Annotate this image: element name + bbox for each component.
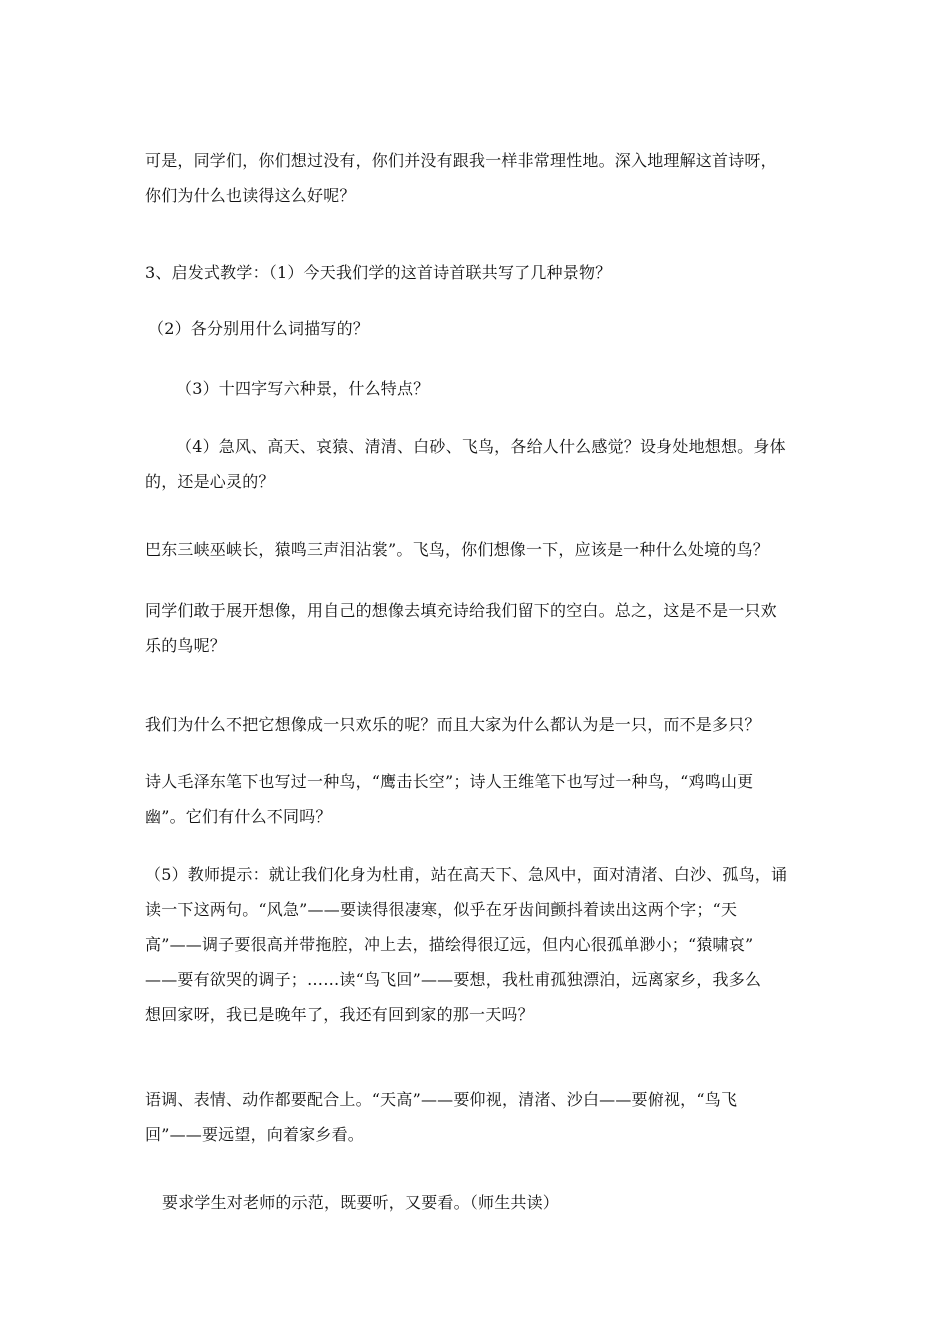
paragraph-line: （5）教师提示：就让我们化身为杜甫，站在高天下、急风中，面对清渚、白沙、孤鸟，诵 [145, 865, 788, 884]
paragraph-8 [145, 707, 815, 742]
paragraph-line: ——要有欲哭的调子；……读“鸟飞回”——要想，我杜甫孤独漂泊，远离家乡，我多么 [145, 970, 762, 989]
paragraph-4 [176, 371, 846, 406]
paragraph-line: 3、启发式教学：（1）今天我们学的这首诗首联共写了几种景物？ [145, 263, 612, 282]
paragraph-line: 语调、表情、动作都要配合上。“天高”——要仰视，清渚、沙白——要俯视，“鸟飞 [145, 1090, 738, 1109]
paragraph-line: 的，还是心灵的？ [145, 472, 275, 491]
paragraph-line: 我们为什么不把它想像成一只欢乐的呢？而且大家为什么都认为是一只，而不是多只？ [145, 715, 761, 734]
paragraph-line: （2）各分别用什么词描写的？ [148, 319, 369, 338]
paragraph-6 [145, 532, 815, 567]
paragraph-2 [145, 255, 815, 290]
paragraph-3 [148, 311, 818, 346]
paragraph-7 [145, 593, 815, 663]
paragraph-line: （4）急风、高天、哀猿、清清、白砂、飞鸟，各给人什么感觉？设身处地想想。身体 [176, 437, 786, 456]
paragraph-line: 乐的鸟呢？ [145, 636, 227, 655]
paragraph-11 [145, 1082, 815, 1152]
paragraph-9 [145, 764, 815, 834]
paragraph-10 [145, 857, 815, 1032]
paragraph-line: 诗人毛泽东笔下也写过一种鸟，“鹰击长空”；诗人王维笔下也写过一种鸟，“鸡鸣山更 [145, 772, 754, 791]
paragraph-line: 你们为什么也读得这么好呢？ [145, 186, 356, 205]
paragraph-5 [145, 429, 815, 499]
paragraph-line: 高”——调子要很高并带拖腔，冲上去，描绘得很辽远，但内心很孤单渺小；“猿啸哀” [145, 935, 754, 954]
paragraph-line: 读一下这两句。“风急”——要读得很凄寒，似乎在牙齿间颤抖着读出这两个字；“天 [145, 900, 738, 919]
paragraph-line: 同学们敢于展开想像，用自己的想像去填充诗给我们留下的空白。总之，这是不是一只欢 [145, 601, 777, 620]
paragraph-line: 巴东三峡巫峡长，猿鸣三声泪沾裳”。飞鸟，你们想像一下，应该是一种什么处境的鸟？ [145, 540, 769, 559]
paragraph-1 [145, 143, 815, 213]
paragraph-line: 幽”。它们有什么不同吗？ [145, 807, 332, 826]
paragraph-line: （3）十四字写六种景，什么特点？ [176, 379, 430, 398]
paragraph-line: 回”——要远望，向着家乡看。 [145, 1125, 364, 1144]
paragraph-line: 要求学生对老师的示范，既要听，又要看。（师生共读） [162, 1193, 560, 1212]
paragraph-line: 可是，同学们，你们想过没有，你们并没有跟我一样非常理性地。深入地理解这首诗呀， [145, 151, 777, 170]
paragraph-12 [162, 1185, 832, 1220]
paragraph-line: 想回家呀，我已是晚年了，我还有回到家的那一天吗？ [145, 1005, 534, 1024]
